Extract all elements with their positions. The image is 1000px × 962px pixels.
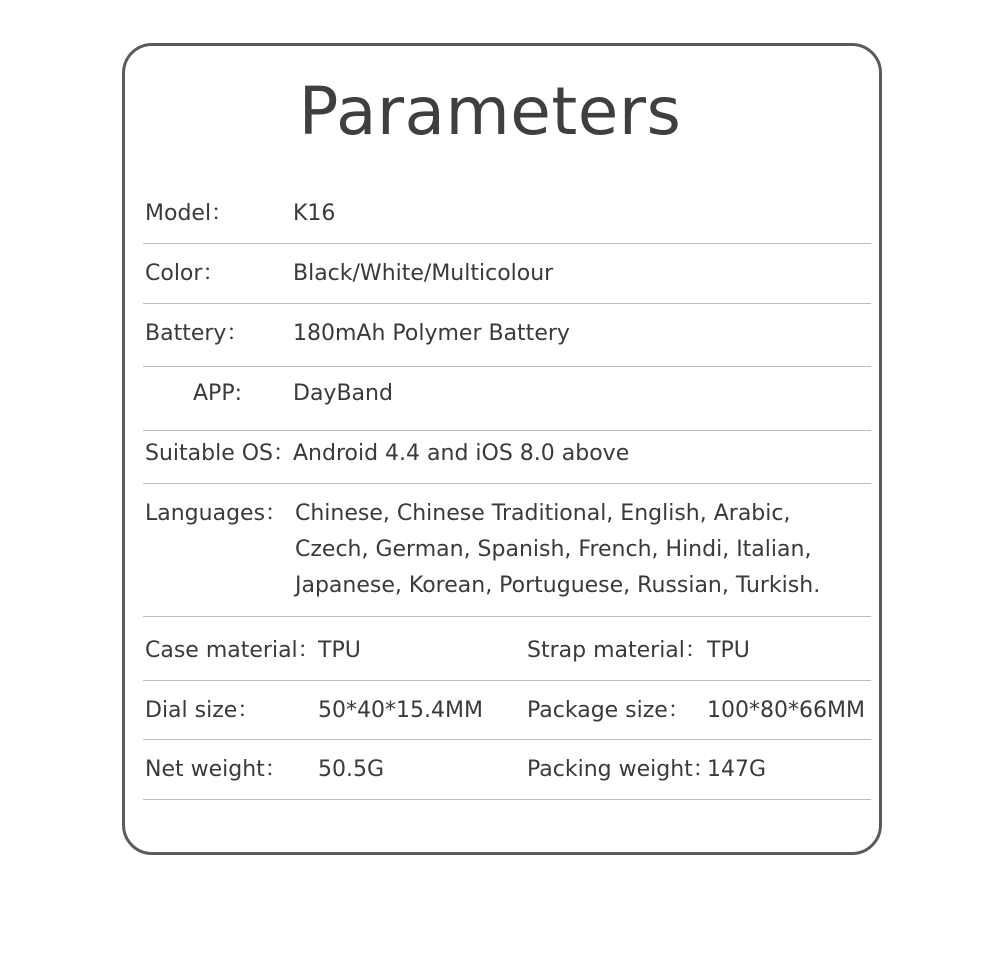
net-weight-value: 50.5G [318,757,385,782]
strap-material-label: Strap material： [527,638,707,663]
dial-size-label: Dial size： [145,698,260,723]
app-value: DayBand [293,381,393,406]
page-title: Parameters [298,73,682,150]
divider [143,739,871,740]
case-material-label: Case material： [145,638,320,663]
divider [143,243,871,244]
app-label: APP: [193,381,242,406]
color-label: Color： [145,261,225,286]
net-weight-label: Net weight： [145,757,287,782]
divider [143,366,871,367]
os-label: Suitable OS： [145,441,296,466]
packing-weight-value: 147G [707,757,767,782]
divider [143,303,871,304]
divider [143,616,871,617]
package-size-label: Package size： [527,698,690,723]
divider [143,680,871,681]
model-label: Model： [145,201,234,226]
strap-material-value: TPU [707,638,750,663]
divider [143,483,871,484]
os-value: Android 4.4 and iOS 8.0 above [293,441,630,466]
dial-size-value: 50*40*15.4MM [318,698,483,723]
model-value: K16 [293,201,336,226]
package-size-value: 100*80*66MM [707,698,865,723]
packing-weight-label: Packing weight： [527,757,715,782]
divider [143,799,871,800]
languages-value: Chinese, Chinese Traditional, English, Arabic, Czech, German, Spanish, French, Hindi, Italian, Japanese, Korean, Portuguese, Russian, Turkish. [295,501,821,598]
color-value: Black/White/Multicolour [293,261,554,286]
case-material-value: TPU [318,638,361,663]
battery-value: 180mAh Polymer Battery [293,321,570,346]
divider [143,430,871,431]
battery-label: Battery： [145,321,249,346]
languages-label: Languages： [145,501,288,526]
